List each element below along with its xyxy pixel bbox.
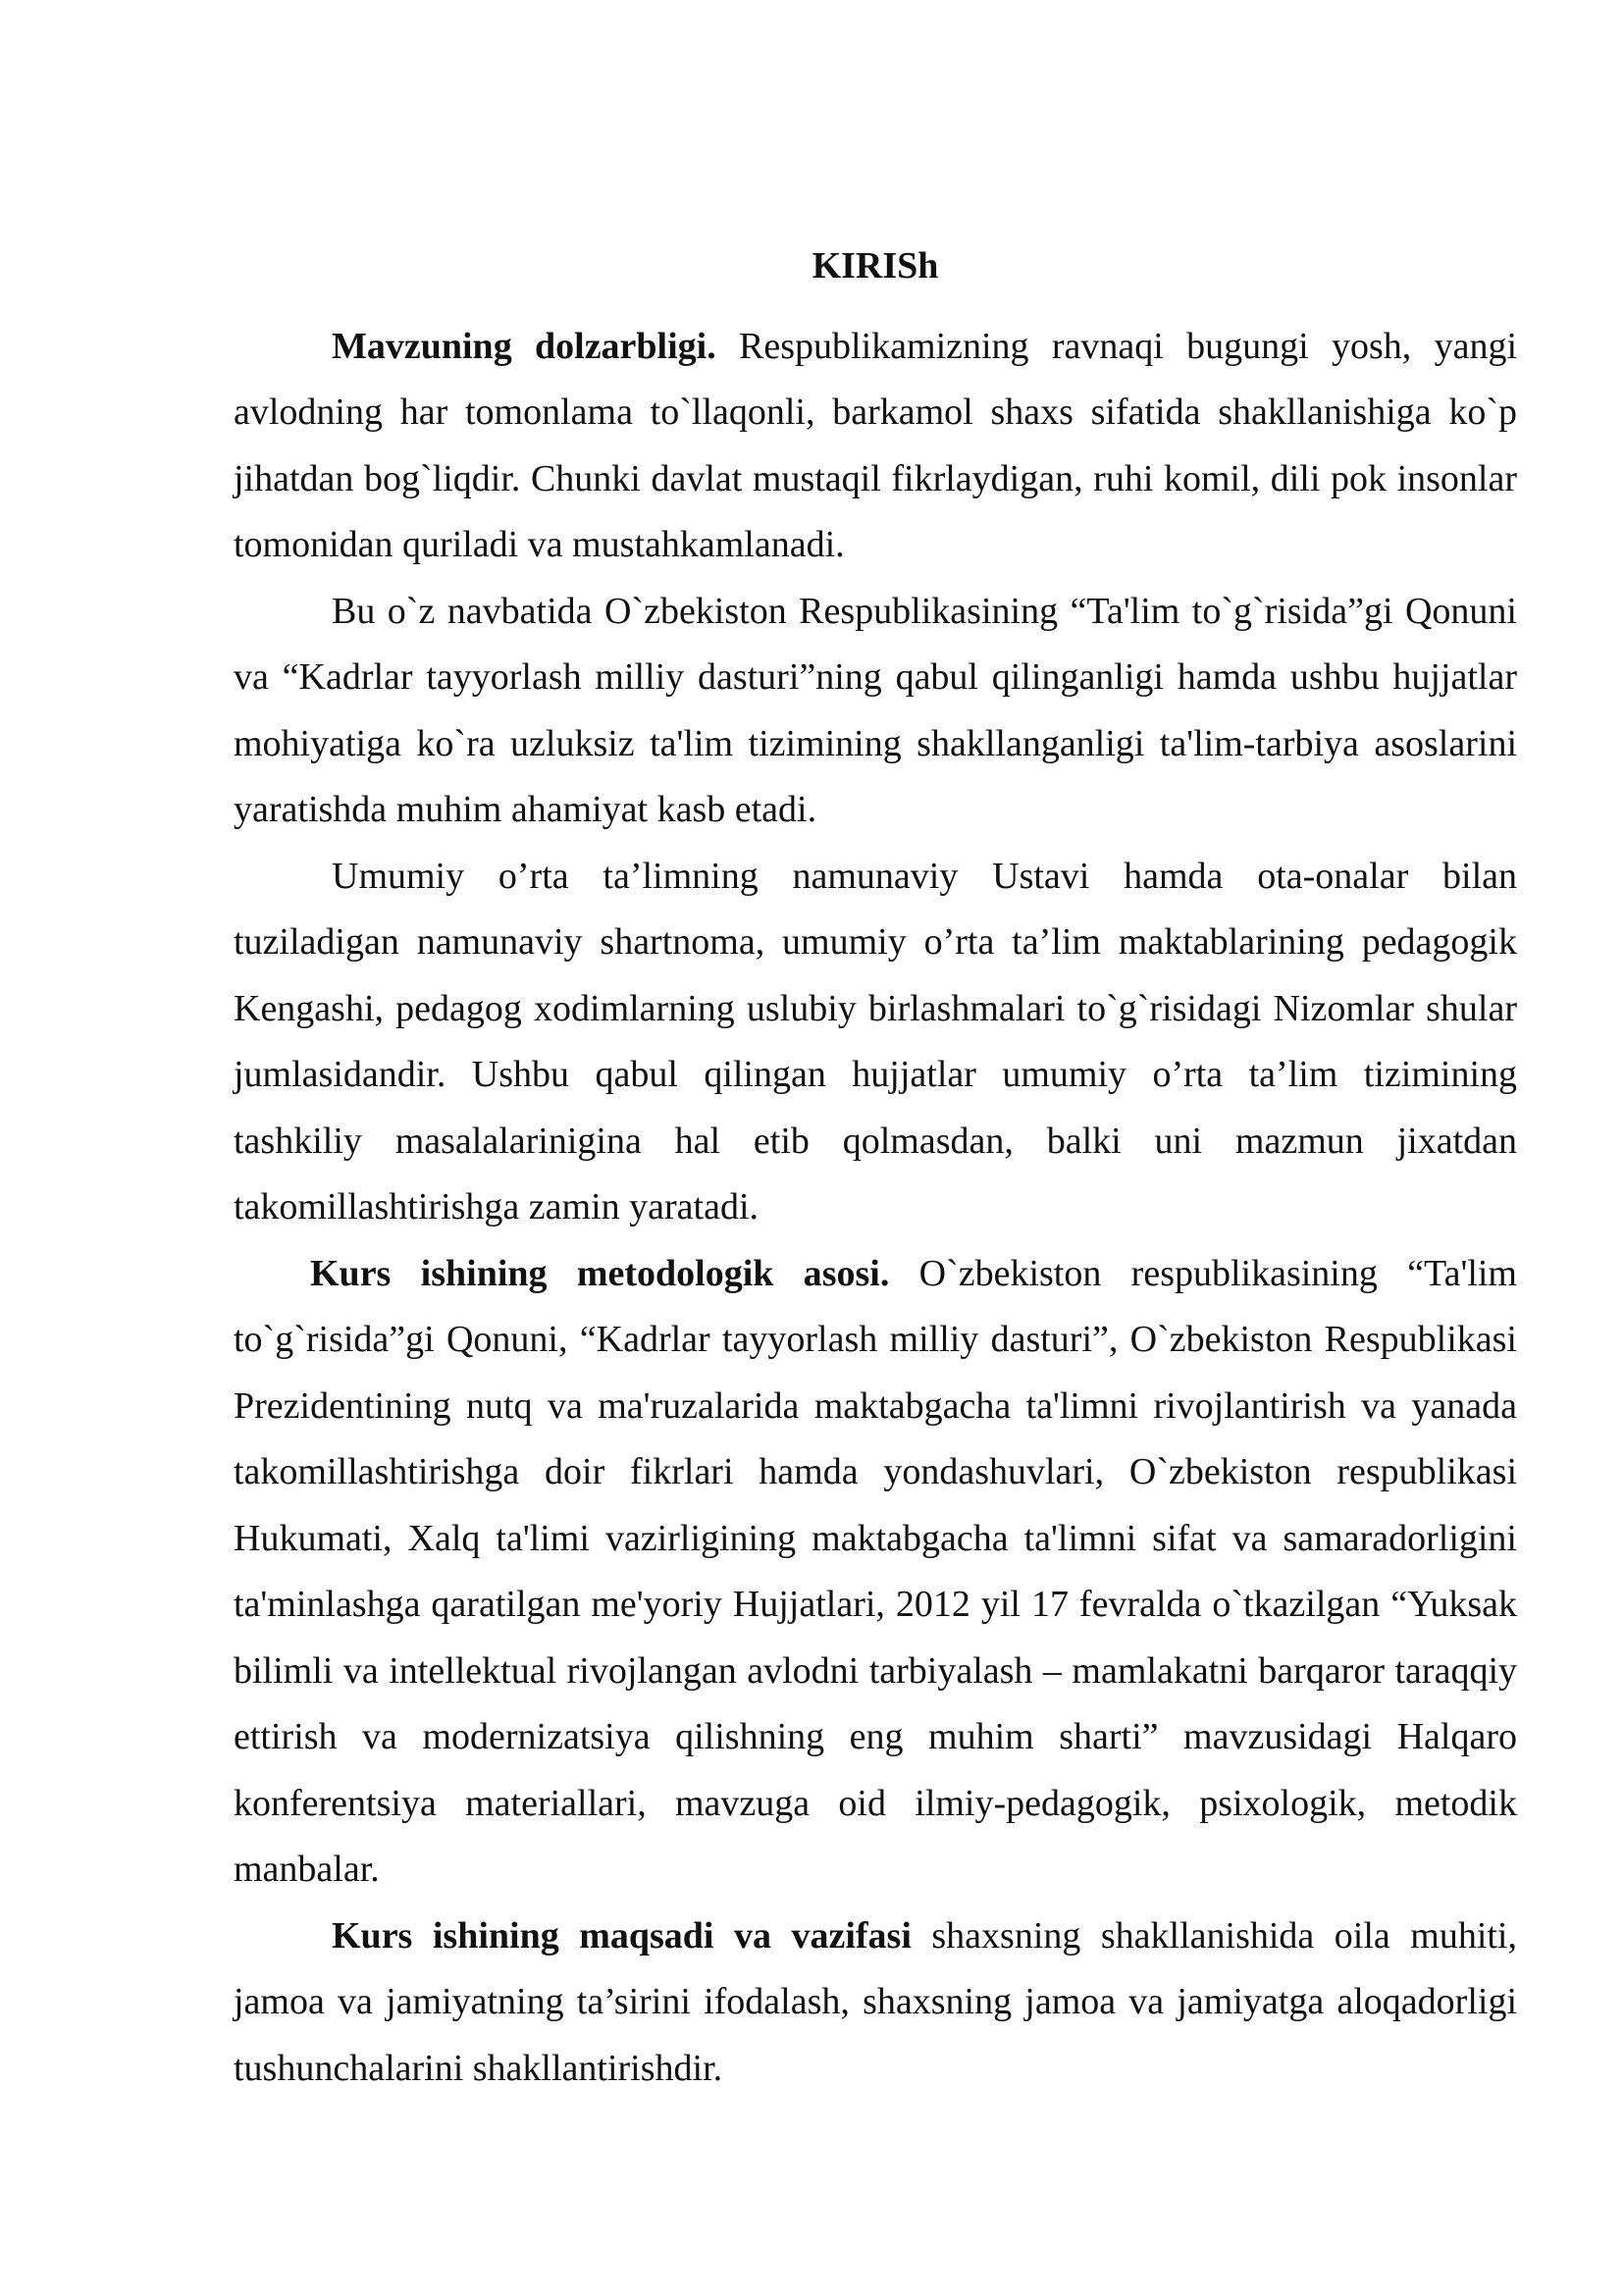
paragraph-lead: Kurs ishining maqsadi va vazifasi (332, 1914, 912, 1957)
paragraph-lead: Mavzuning dolzarbligi. (332, 325, 716, 367)
document-title: KIRISh (812, 245, 939, 287)
paragraph-text: Bu o`z navbatida O`zbekiston Respublikasining “Ta'lim to`g`risida”gi Qonuni va “Kadrlar tayyorlash milliy dasturi”ning qabul qilinganligi hamda ushbu hujjatlar mohiyatiga ko`ra uzluksiz ta'lim tizimining shakllanganligi ta'lim-tarbiya asoslarini yaratishda muhim ahamiyat kasb etadi. (234, 590, 1517, 830)
paragraph-text: Umumiy o’rta ta’limning namunaviy Ustavi hamda ota-onalar bilan tuziladigan namunaviy shartnoma, umumiy o’rta ta’lim maktablarining pedagogik Kengashi, pedagog xodimlarning uslubiy birlashmalari to`g`risidagi Nizomlar shular jumlasidandir. Ushbu qabul qilingan hujjatlar umumiy o’rta ta’lim tizimining tashkiliy masalalarinigina hal etib qolmasdan, balki uni mazmun jixatdan takomillashtirishga zamin yaratadi. (234, 855, 1517, 1227)
paragraph-methodology (234, 1241, 1517, 1904)
document-body (234, 234, 1517, 2102)
paragraph-text: O`zbekiston respublikasining “Ta'lim to`g`risida”gi Qonuni, “Kadrlar tayyorlash milliy dasturi”, O`zbekiston Respublikasi Prezidentining nutq va ma'ruzalarida maktabgacha ta'limni rivojlantirish va yanada takomillashtirishga doir fikrlari hamda yondashuvlari, O`zbekiston respublikasi Hukumati, Xalq ta'limi vazirligining maktabgacha ta'limni sifat va samaradorligini ta'minlashga qaratilgan me'yoriy Hujjatlari, 2012 yil 17 fevralda o`tkazilgan “Yuksak bilimli va intellektual rivojlangan avlodni tarbiyalash – mamlakatni barqaror taraqqiy ettirish va modernizatsiya qilishning eng muhim sharti” mavzusidagi Halqaro konferentsiya materiallari, mavzuga oid ilmiy-pedagogik, psixologik, metodik manbalar. (234, 1252, 1517, 1890)
paragraph-regulations (234, 844, 1517, 1241)
paragraph-relevance (234, 314, 1517, 579)
paragraph-law (234, 579, 1517, 844)
paragraph-goal (234, 1904, 1517, 2103)
paragraph-lead: Kurs ishining metodologik asosi. (310, 1252, 890, 1294)
paragraph-text: shaxsning shakllanishida oila muhiti, jamoa va jamiyatning ta’sirini ifodalash, shaxsning jamoa va jamiyatga aloqadorligi tushunchalarini shakllantirishdir. (234, 1914, 1517, 2089)
paragraph-text: Respublikamizning ravnaqi bugungi yosh, yangi avlodning har tomonlama to`llaqonli, barkamol shaxs sifatida shakllanishiga ko`p jihatdan bog`liqdir. Chunki davlat mustaqil fikrlaydigan, ruhi komil, dili pok insonlar tomonidan quriladi va mustahkamlanadi. (234, 325, 1518, 565)
